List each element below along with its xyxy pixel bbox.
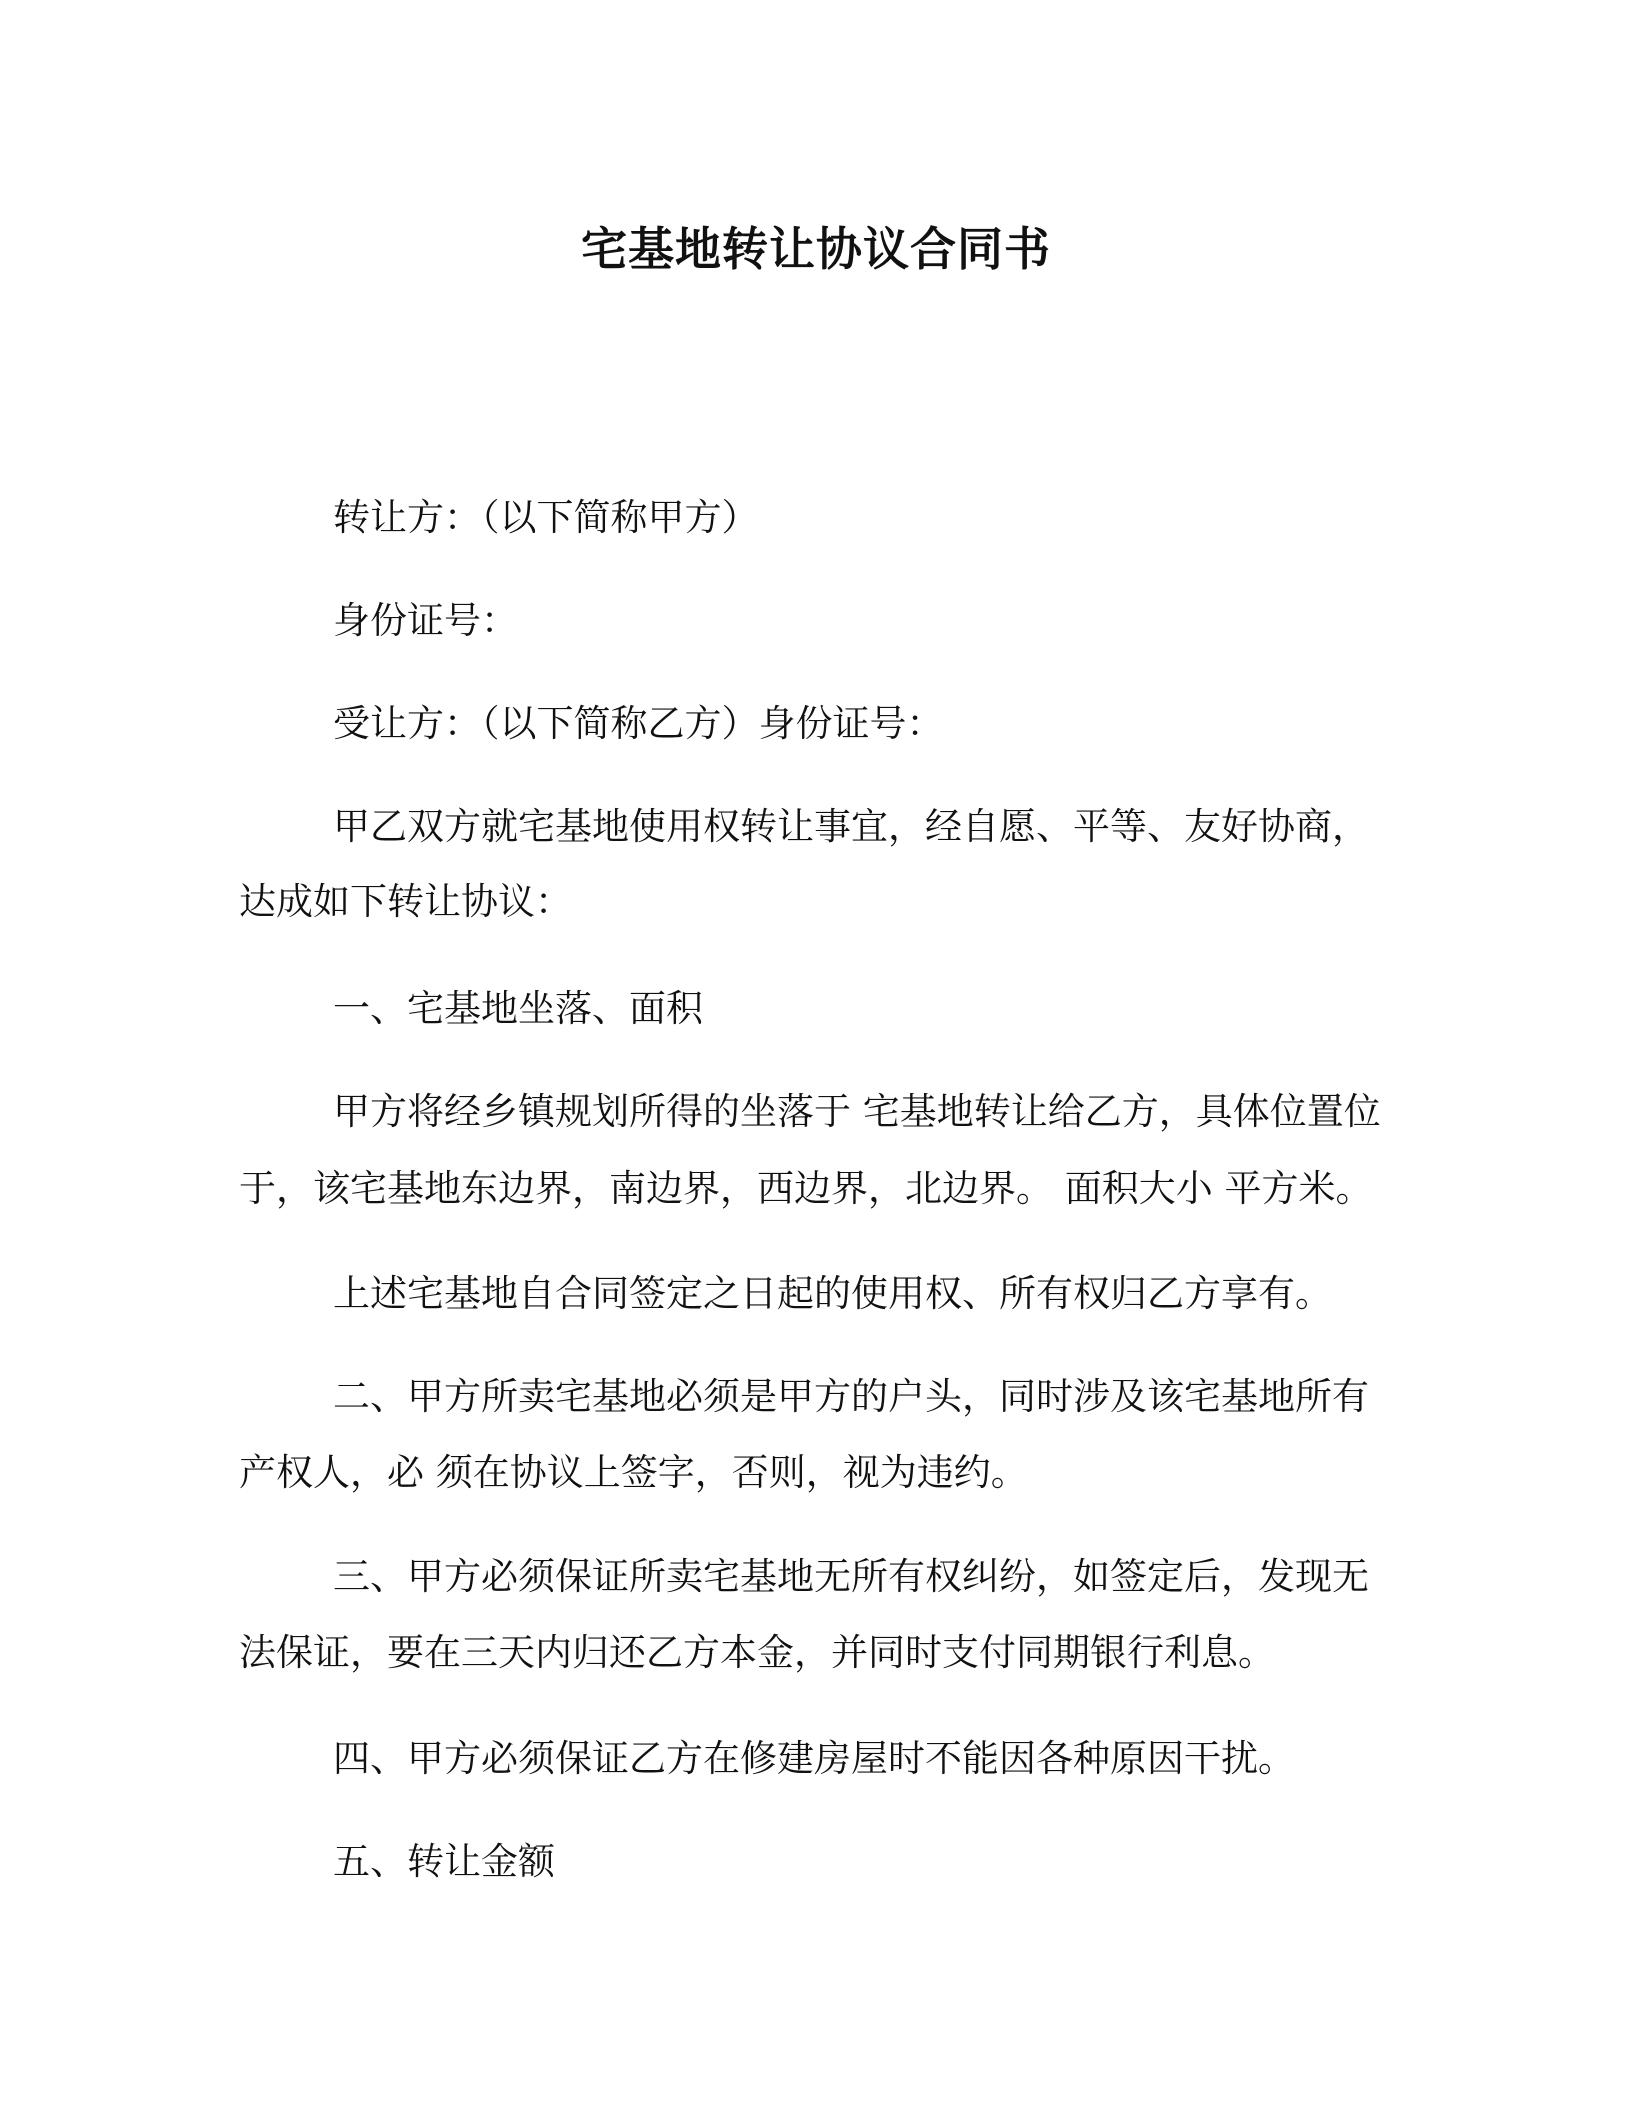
id-number-line: 身份证号： [333,599,518,642]
section-1-heading: 一、宅基地坐落、面积 [333,987,703,1030]
section-3-line-1: 三、甲方必须保证所卖宅基地无所有权纠纷，如签定后，发现无 [333,1555,1369,1598]
section-1-text-line-1: 甲方将经乡镇规划所得的坐落于 宅基地转让给乙方，具体位置位 [333,1090,1381,1133]
section-2-line-1: 二、甲方所卖宅基地必须是甲方的户头，同时涉及该宅基地所有 [333,1375,1369,1418]
transferor-line: 转让方：（以下简称甲方） [333,496,759,539]
section-4-line: 四、甲方必须保证乙方在修建房屋时不能因各种原因干扰。 [333,1737,1295,1780]
preamble-line-1: 甲乙双方就宅基地使用权转让事宜，经自愿、平等、友好协商， [333,805,1369,848]
transferee-line: 受让方：（以下简称乙方）身份证号： [333,702,944,745]
rights-line: 上述宅基地自合同签定之日起的使用权、所有权归乙方享有。 [333,1272,1332,1315]
section-5-heading: 五、转让金额 [333,1840,555,1883]
section-3-line-2: 法保证，要在三天内归还乙方本金，并同时支付同期银行利息。 [239,1631,1275,1674]
document-title: 宅基地转让协议合同书 [581,222,1051,276]
section-2-line-2: 产权人，必 须在协议上签字，否则，视为违约。 [239,1451,1028,1494]
section-1-text-line-2: 于，该宅基地东边界，南边界，西边界，北边界。 面积大小 平方米。 [239,1167,1373,1210]
preamble-line-2: 达成如下转让协议： [239,880,572,923]
